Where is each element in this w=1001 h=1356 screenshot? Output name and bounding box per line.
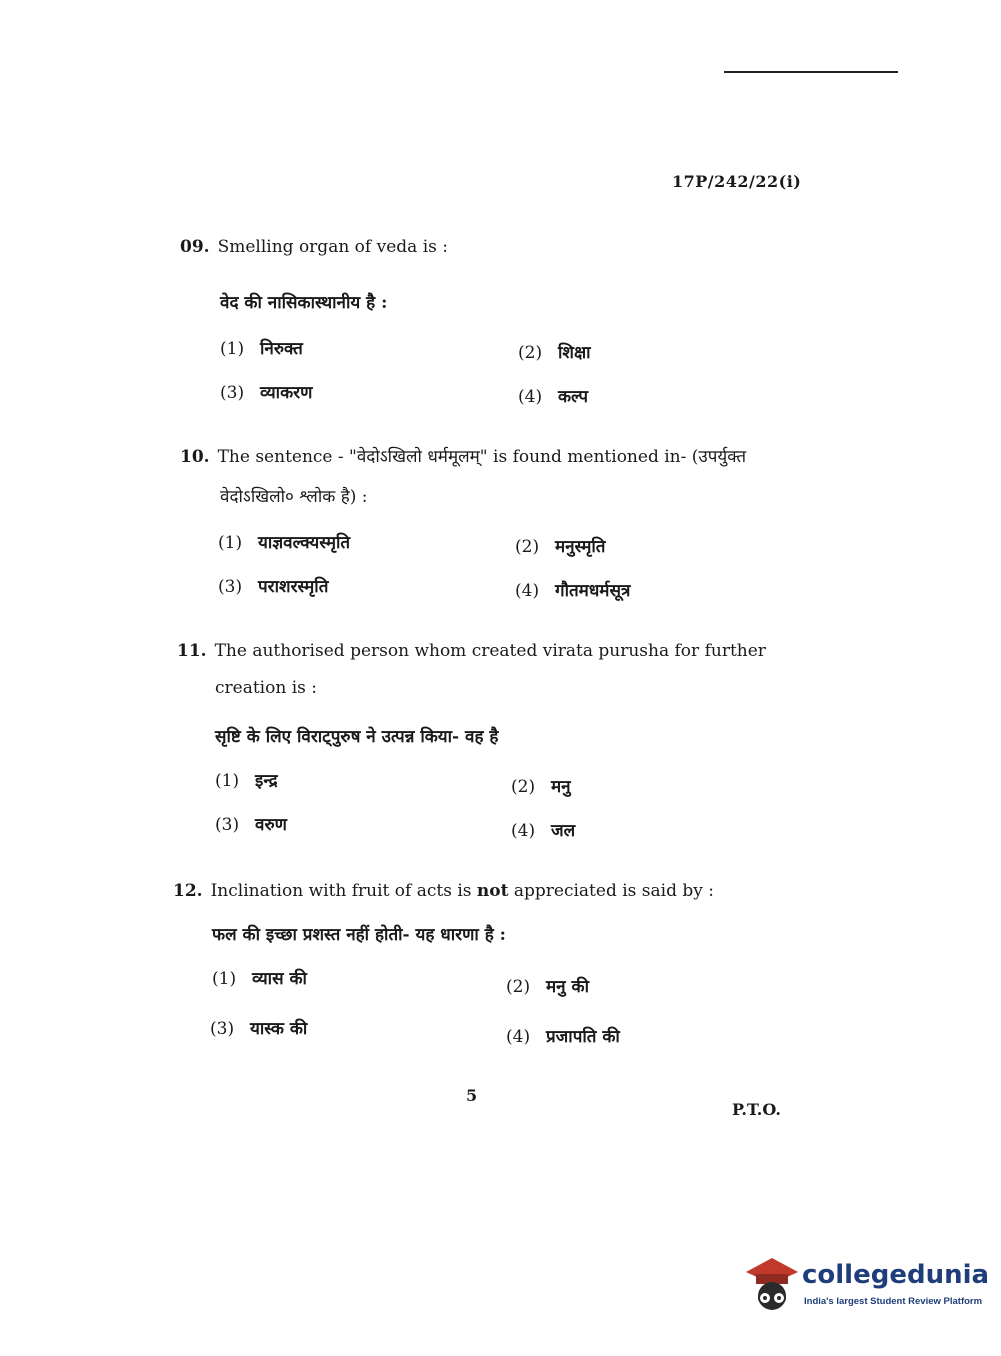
- option-text: मनु: [551, 777, 571, 797]
- question-number: 09.: [180, 237, 210, 257]
- question-text-en: The authorised person whom created virata purusha for further: [214, 641, 766, 661]
- option-text: व्यास की: [252, 969, 307, 989]
- option-3: [210, 1016, 307, 1039]
- option-text: निरुक्त: [260, 339, 303, 359]
- question-text-en: Smelling organ of veda is :: [217, 237, 448, 257]
- question-number: 12.: [173, 881, 203, 901]
- option-text: मनु की: [546, 977, 589, 997]
- question-text-part-a: Inclination with fruit of acts is: [210, 881, 477, 901]
- option-text: व्याकरण: [260, 383, 313, 403]
- pto-label: P.T.O.: [732, 1100, 781, 1119]
- option-4: [506, 1024, 620, 1047]
- question-text-hi: सृष्टि के लिए विराट्पुरुष ने उत्पन्न किया- वह है: [215, 727, 499, 747]
- option-1: [215, 768, 278, 791]
- question-10: [180, 440, 746, 474]
- question-12: [173, 874, 714, 908]
- option-2: [511, 774, 571, 797]
- question-11: [177, 634, 766, 668]
- option-number: (3): [218, 577, 243, 597]
- question-text-hi: फल की इच्छा प्रशस्त नहीं होती- यह धारणा है :: [212, 925, 506, 945]
- option-number: (2): [515, 537, 540, 557]
- option-2: [518, 340, 591, 363]
- option-3: [220, 380, 312, 403]
- option-text: मनुस्मृति: [555, 537, 606, 557]
- question-text-part-b: appreciated is said by :: [508, 881, 714, 901]
- collegedunia-logo: [742, 1250, 990, 1320]
- option-3: [218, 574, 328, 597]
- option-number: (1): [218, 533, 243, 553]
- question-number: 11.: [177, 641, 207, 661]
- option-number: (1): [220, 339, 245, 359]
- option-number: (3): [220, 383, 245, 403]
- option-3: [215, 812, 287, 835]
- paper-code: 17P/242/22(i): [672, 172, 802, 191]
- option-text: गौतमधर्मसूत्र: [555, 581, 631, 601]
- option-1: [212, 966, 307, 989]
- mascot-icon: [742, 1250, 802, 1320]
- page-number: 5: [466, 1086, 478, 1105]
- option-4: [518, 384, 588, 407]
- option-text: पराशरस्मृति: [258, 577, 329, 597]
- option-text: जल: [551, 821, 576, 841]
- option-number: (4): [518, 387, 543, 407]
- option-text: याज्ञवल्क्यस्मृति: [258, 533, 351, 553]
- question-09: [180, 230, 448, 264]
- option-text: वरुण: [255, 815, 287, 835]
- question-text-bold: not: [476, 881, 509, 901]
- question-number: 10.: [180, 447, 210, 467]
- option-number: (1): [212, 969, 237, 989]
- option-number: (4): [506, 1027, 531, 1047]
- question-text-hi: वेद की नासिकास्थानीय है :: [220, 293, 388, 313]
- option-number: (3): [210, 1019, 235, 1039]
- option-text: इन्द्र: [255, 771, 278, 791]
- option-text: कल्प: [558, 387, 589, 407]
- question-text-en: [211, 881, 714, 901]
- option-2: [515, 534, 605, 557]
- brand-tagline: India's largest Student Review Platform: [804, 1296, 983, 1307]
- option-text: शिक्षा: [558, 343, 591, 363]
- question-text-en-line2: creation is :: [215, 678, 317, 698]
- option-number: (4): [515, 581, 540, 601]
- top-rule: [724, 71, 898, 73]
- option-number: (3): [215, 815, 240, 835]
- option-1: [218, 530, 350, 553]
- option-number: (2): [506, 977, 531, 997]
- option-number: (4): [511, 821, 536, 841]
- option-4: [515, 578, 630, 601]
- option-number: (2): [518, 343, 543, 363]
- question-text-en: The sentence - "वेदोऽखिलो धर्ममूलम्" is found mentioned in- (उपर्युक्त: [217, 447, 747, 467]
- option-text: प्रजापति की: [546, 1027, 620, 1047]
- brand-name: collegedunia: [802, 1260, 990, 1290]
- option-2: [506, 974, 589, 997]
- question-text-en-line2: वेदोऽखिलो० श्लोक है) :: [220, 487, 368, 507]
- option-number: (2): [511, 777, 536, 797]
- option-1: [220, 336, 303, 359]
- option-4: [511, 818, 575, 841]
- option-text: यास्क की: [250, 1019, 308, 1039]
- option-number: (1): [215, 771, 240, 791]
